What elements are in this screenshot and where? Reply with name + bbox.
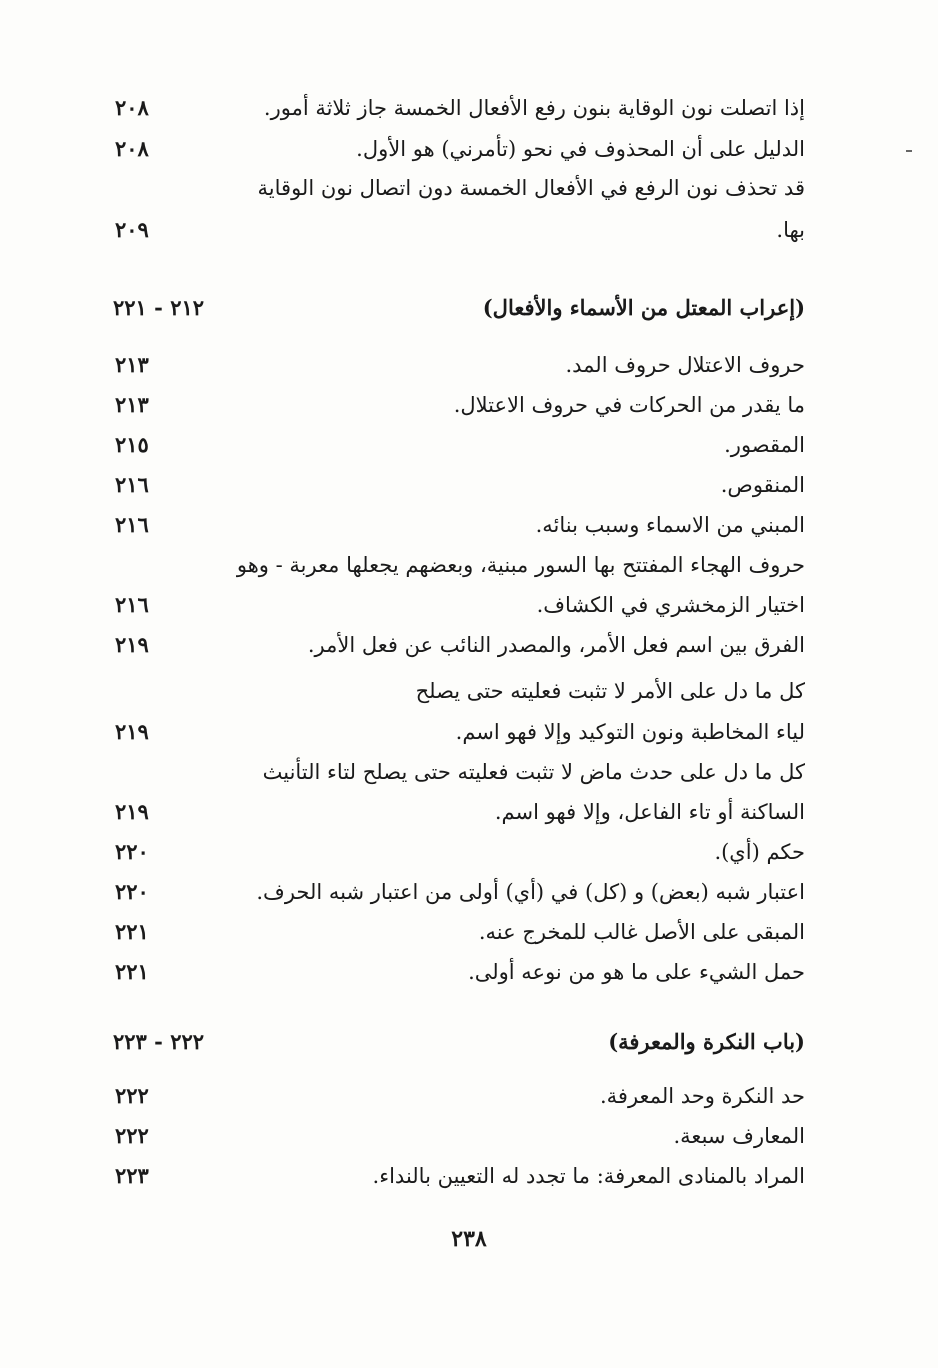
index-entry	[105, 425, 805, 465]
entry-page: ٢٠٨	[115, 136, 149, 161]
index-entry	[105, 792, 805, 832]
entry-text: اختيار الزمخشري في الكشاف.	[536, 593, 805, 617]
entry-page: ٢١٩	[115, 799, 149, 824]
index-entry	[105, 1116, 805, 1156]
section-heading	[105, 1022, 805, 1062]
entry-text: حكم (أي).	[714, 840, 805, 864]
entry-text: ما يقدر من الحركات في حروف الاعتلال.	[453, 393, 805, 417]
page-number: ٢٣٨	[451, 1226, 487, 1252]
entry-page: ٢٢٠	[115, 879, 149, 904]
entry-text: الساكنة أو تاء الفاعل، وإلا فهو اسم.	[494, 800, 805, 824]
index-entry	[105, 832, 805, 872]
index-entry	[105, 168, 805, 208]
index-entry	[105, 912, 805, 952]
index-entry	[105, 88, 805, 128]
index-entry	[105, 872, 805, 912]
entry-page: ٢٢٢	[115, 1083, 149, 1108]
index-entry	[105, 385, 805, 425]
entry-text: حد النكرة وحد المعرفة.	[600, 1084, 805, 1108]
entry-text: إذا اتصلت نون الوقاية بنون رفع الأفعال الخمسة جاز ثلاثة أمور.	[263, 96, 805, 120]
entry-page: ٢٢٣	[115, 1163, 149, 1188]
entry-page: ٢٢١	[115, 919, 149, 944]
entry-page: ٢١٩	[115, 719, 149, 744]
entry-page: ٢١٦	[115, 592, 149, 617]
entry-text: بها.	[776, 218, 805, 242]
entry-text: المنقوص.	[720, 473, 805, 497]
heading-text: (باب النكرة والمعرفة)	[608, 1029, 805, 1054]
entry-page: ٢٢١	[115, 959, 149, 984]
entry-text: حروف الهجاء المفتتح بها السور مبنية، وبعضهم يجعلها معربة - وهو	[236, 553, 805, 577]
heading-text: (إعراب المعتل من الأسماء والأفعال)	[482, 295, 805, 320]
entry-page: ٢٠٩	[115, 217, 149, 242]
entry-text: المقصور.	[724, 433, 805, 457]
entry-page: ٢١٩	[115, 632, 149, 657]
index-entry	[105, 465, 805, 505]
entry-page: ٢١٥	[115, 432, 149, 457]
entry-page: ٢١٣	[115, 352, 149, 377]
index-entry	[105, 671, 805, 711]
entry-text: المبقى على الأصل غالب للمخرج عنه.	[478, 920, 805, 944]
index-entry	[105, 505, 805, 545]
index-entry	[105, 712, 805, 752]
entry-text: المبني من الاسماء وسبب بنائه.	[535, 513, 805, 537]
entry-page: ٢١٣	[115, 392, 149, 417]
index-entry	[105, 952, 805, 992]
index-entry	[105, 545, 805, 585]
entry-text: الدليل على أن المحذوف في نحو (تأمرني) هو الأول.	[356, 137, 805, 161]
entry-page: ٢١٦	[115, 512, 149, 537]
entry-text: لياء المخاطبة ونون التوكيد وإلا فهو اسم.	[455, 720, 805, 744]
index-entry	[105, 1156, 805, 1196]
scan-mark	[906, 150, 912, 152]
section-heading	[105, 288, 805, 328]
entry-page: ٢٠٨	[115, 95, 149, 120]
heading-page-range: ٢١٢ - ٢٢١	[113, 295, 205, 320]
entry-text: قد تحذف نون الرفع في الأفعال الخمسة دون اتصال نون الوقاية	[257, 176, 805, 200]
entry-text: حمل الشيء على ما هو من نوعه أولى.	[468, 960, 805, 984]
entry-text: المعارف سبعة.	[673, 1124, 805, 1148]
entry-page: ٢١٦	[115, 472, 149, 497]
entry-text: اعتبار شبه (بعض) و (كل) في (أي) أولى من اعتبار شبه الحرف.	[256, 880, 805, 904]
index-entry	[105, 625, 805, 665]
entry-text: حروف الاعتلال حروف المد.	[565, 353, 805, 377]
index-entry	[105, 585, 805, 625]
index-entry	[105, 210, 805, 250]
entry-text: كل ما دل على حدث ماض لا تثبت فعليته حتى يصلح لتاء التأنيث	[262, 760, 805, 784]
index-entry	[105, 345, 805, 385]
index-entry	[105, 752, 805, 792]
entry-page: ٢٢٢	[115, 1123, 149, 1148]
entry-page: ٢٢٠	[115, 839, 149, 864]
heading-page-range: ٢٢٢ - ٢٢٣	[113, 1029, 205, 1054]
index-entry	[105, 1076, 805, 1116]
entry-text: المراد بالمنادى المعرفة: ما تجدد له التعيين بالنداء.	[372, 1164, 805, 1188]
entry-text: كل ما دل على الأمر لا تثبت فعليته حتى يصلح	[415, 679, 805, 703]
entry-text: الفرق بين اسم فعل الأمر، والمصدر النائب عن فعل الأمر.	[307, 633, 805, 657]
index-entry	[105, 129, 805, 169]
